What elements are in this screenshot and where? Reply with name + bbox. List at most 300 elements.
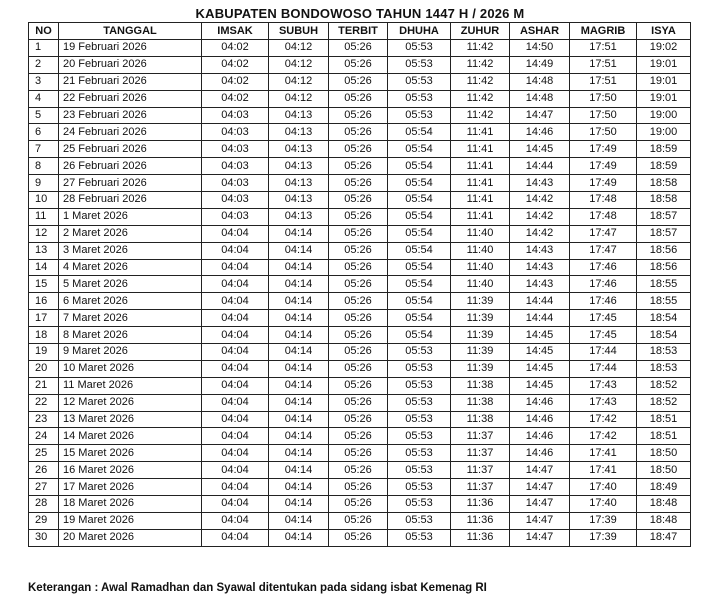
table-row: [29, 141, 691, 158]
cell-terbit: 05:26: [329, 124, 388, 141]
cell-tanggal: 7 Maret 2026: [59, 310, 202, 327]
cell-dhuha: 05:54: [388, 242, 451, 259]
cell-dhuha: 05:54: [388, 327, 451, 344]
cell-ashar: 14:44: [510, 310, 570, 327]
cell-no: 3: [29, 73, 59, 90]
cell-zuhur: 11:39: [451, 360, 510, 377]
cell-zuhur: 11:37: [451, 462, 510, 479]
cell-no: 30: [29, 529, 59, 546]
cell-magrib: 17:49: [570, 158, 637, 175]
table-row: [29, 90, 691, 107]
cell-zuhur: 11:36: [451, 529, 510, 546]
table-row: [29, 56, 691, 73]
cell-zuhur: 11:41: [451, 175, 510, 192]
table-row: [29, 360, 691, 377]
cell-ashar: 14:48: [510, 90, 570, 107]
cell-dhuha: 05:53: [388, 360, 451, 377]
cell-zuhur: 11:36: [451, 496, 510, 513]
column-header-dhuha: DHUHA: [388, 23, 451, 40]
cell-subuh: 04:14: [269, 344, 329, 361]
table-row: [29, 73, 691, 90]
cell-ashar: 14:45: [510, 377, 570, 394]
cell-zuhur: 11:41: [451, 124, 510, 141]
cell-imsak: 04:03: [202, 192, 269, 209]
cell-isya: 18:55: [637, 276, 691, 293]
cell-isya: 18:51: [637, 411, 691, 428]
cell-subuh: 04:14: [269, 377, 329, 394]
table-row: [29, 293, 691, 310]
cell-subuh: 04:14: [269, 242, 329, 259]
cell-subuh: 04:14: [269, 276, 329, 293]
cell-terbit: 05:26: [329, 344, 388, 361]
cell-terbit: 05:26: [329, 192, 388, 209]
cell-isya: 18:57: [637, 225, 691, 242]
cell-dhuha: 05:54: [388, 310, 451, 327]
cell-ashar: 14:47: [510, 462, 570, 479]
cell-no: 11: [29, 208, 59, 225]
cell-no: 27: [29, 479, 59, 496]
cell-zuhur: 11:38: [451, 394, 510, 411]
cell-subuh: 04:14: [269, 479, 329, 496]
table-row: [29, 394, 691, 411]
cell-no: 10: [29, 192, 59, 209]
cell-ashar: 14:47: [510, 529, 570, 546]
cell-imsak: 04:04: [202, 360, 269, 377]
cell-isya: 19:01: [637, 90, 691, 107]
cell-subuh: 04:14: [269, 512, 329, 529]
cell-isya: 18:53: [637, 360, 691, 377]
cell-imsak: 04:04: [202, 479, 269, 496]
cell-imsak: 04:04: [202, 445, 269, 462]
cell-magrib: 17:44: [570, 344, 637, 361]
cell-isya: 19:02: [637, 40, 691, 57]
cell-terbit: 05:26: [329, 293, 388, 310]
cell-dhuha: 05:53: [388, 40, 451, 57]
cell-subuh: 04:14: [269, 394, 329, 411]
cell-subuh: 04:13: [269, 124, 329, 141]
table-row: [29, 276, 691, 293]
cell-terbit: 05:26: [329, 107, 388, 124]
cell-isya: 18:56: [637, 259, 691, 276]
cell-isya: 18:54: [637, 327, 691, 344]
cell-dhuha: 05:53: [388, 428, 451, 445]
column-header-terbit: TERBIT: [329, 23, 388, 40]
cell-tanggal: 10 Maret 2026: [59, 360, 202, 377]
cell-tanggal: 13 Maret 2026: [59, 411, 202, 428]
cell-terbit: 05:26: [329, 479, 388, 496]
table-row: [29, 107, 691, 124]
cell-isya: 18:51: [637, 428, 691, 445]
cell-magrib: 17:49: [570, 175, 637, 192]
cell-imsak: 04:04: [202, 496, 269, 513]
cell-ashar: 14:42: [510, 208, 570, 225]
cell-zuhur: 11:39: [451, 310, 510, 327]
cell-isya: 18:59: [637, 141, 691, 158]
cell-terbit: 05:26: [329, 90, 388, 107]
cell-terbit: 05:26: [329, 40, 388, 57]
cell-tanggal: 25 Februari 2026: [59, 141, 202, 158]
cell-isya: 18:50: [637, 445, 691, 462]
cell-magrib: 17:50: [570, 124, 637, 141]
cell-magrib: 17:44: [570, 360, 637, 377]
cell-zuhur: 11:40: [451, 259, 510, 276]
cell-dhuha: 05:53: [388, 411, 451, 428]
cell-zuhur: 11:40: [451, 225, 510, 242]
cell-zuhur: 11:40: [451, 276, 510, 293]
cell-subuh: 04:12: [269, 40, 329, 57]
cell-no: 21: [29, 377, 59, 394]
cell-imsak: 04:04: [202, 394, 269, 411]
table-row: [29, 175, 691, 192]
prayer-schedule-table: [28, 22, 691, 547]
cell-tanggal: 24 Februari 2026: [59, 124, 202, 141]
cell-ashar: 14:47: [510, 479, 570, 496]
cell-magrib: 17:47: [570, 242, 637, 259]
cell-subuh: 04:13: [269, 192, 329, 209]
table-row: [29, 462, 691, 479]
cell-no: 29: [29, 512, 59, 529]
cell-magrib: 17:40: [570, 496, 637, 513]
table-row: [29, 259, 691, 276]
cell-subuh: 04:12: [269, 73, 329, 90]
cell-tanggal: 19 Februari 2026: [59, 40, 202, 57]
cell-imsak: 04:04: [202, 327, 269, 344]
cell-imsak: 04:04: [202, 276, 269, 293]
cell-tanggal: 5 Maret 2026: [59, 276, 202, 293]
cell-tanggal: 4 Maret 2026: [59, 259, 202, 276]
cell-tanggal: 28 Februari 2026: [59, 192, 202, 209]
cell-ashar: 14:49: [510, 56, 570, 73]
cell-tanggal: 22 Februari 2026: [59, 90, 202, 107]
cell-terbit: 05:26: [329, 360, 388, 377]
cell-ashar: 14:45: [510, 141, 570, 158]
cell-zuhur: 11:36: [451, 512, 510, 529]
cell-isya: 19:01: [637, 73, 691, 90]
cell-magrib: 17:51: [570, 56, 637, 73]
cell-imsak: 04:04: [202, 512, 269, 529]
cell-no: 8: [29, 158, 59, 175]
cell-imsak: 04:04: [202, 225, 269, 242]
cell-magrib: 17:40: [570, 479, 637, 496]
cell-imsak: 04:04: [202, 377, 269, 394]
cell-magrib: 17:51: [570, 73, 637, 90]
cell-imsak: 04:02: [202, 40, 269, 57]
cell-imsak: 04:03: [202, 124, 269, 141]
cell-subuh: 04:12: [269, 90, 329, 107]
cell-ashar: 14:46: [510, 411, 570, 428]
table-row: [29, 327, 691, 344]
column-header-imsak: IMSAK: [202, 23, 269, 40]
cell-dhuha: 05:54: [388, 293, 451, 310]
cell-imsak: 04:04: [202, 428, 269, 445]
cell-tanggal: 20 Maret 2026: [59, 529, 202, 546]
cell-ashar: 14:47: [510, 512, 570, 529]
cell-ashar: 14:45: [510, 360, 570, 377]
cell-no: 22: [29, 394, 59, 411]
cell-terbit: 05:26: [329, 512, 388, 529]
cell-dhuha: 05:54: [388, 259, 451, 276]
cell-subuh: 04:14: [269, 411, 329, 428]
cell-isya: 18:53: [637, 344, 691, 361]
cell-zuhur: 11:42: [451, 73, 510, 90]
cell-imsak: 04:03: [202, 141, 269, 158]
cell-tanggal: 2 Maret 2026: [59, 225, 202, 242]
cell-isya: 19:00: [637, 124, 691, 141]
table-row: [29, 242, 691, 259]
cell-tanggal: 21 Februari 2026: [59, 73, 202, 90]
cell-no: 18: [29, 327, 59, 344]
cell-dhuha: 05:53: [388, 107, 451, 124]
cell-subuh: 04:14: [269, 225, 329, 242]
cell-zuhur: 11:41: [451, 141, 510, 158]
cell-zuhur: 11:39: [451, 344, 510, 361]
cell-isya: 18:48: [637, 512, 691, 529]
cell-magrib: 17:50: [570, 90, 637, 107]
table-row: [29, 428, 691, 445]
cell-tanggal: 19 Maret 2026: [59, 512, 202, 529]
cell-dhuha: 05:54: [388, 158, 451, 175]
cell-imsak: 04:03: [202, 175, 269, 192]
cell-no: 23: [29, 411, 59, 428]
cell-dhuha: 05:53: [388, 445, 451, 462]
cell-terbit: 05:26: [329, 158, 388, 175]
cell-magrib: 17:41: [570, 445, 637, 462]
cell-ashar: 14:43: [510, 276, 570, 293]
cell-tanggal: 3 Maret 2026: [59, 242, 202, 259]
cell-tanggal: 8 Maret 2026: [59, 327, 202, 344]
table-row: [29, 124, 691, 141]
cell-dhuha: 05:54: [388, 175, 451, 192]
table-row: [29, 225, 691, 242]
column-header-isya: ISYA: [637, 23, 691, 40]
column-header-subuh: SUBUH: [269, 23, 329, 40]
cell-no: 2: [29, 56, 59, 73]
cell-no: 26: [29, 462, 59, 479]
cell-imsak: 04:03: [202, 158, 269, 175]
cell-magrib: 17:43: [570, 377, 637, 394]
cell-magrib: 17:46: [570, 293, 637, 310]
cell-ashar: 14:46: [510, 428, 570, 445]
cell-isya: 19:01: [637, 56, 691, 73]
cell-magrib: 17:50: [570, 107, 637, 124]
cell-tanggal: 18 Maret 2026: [59, 496, 202, 513]
table-row: [29, 377, 691, 394]
cell-terbit: 05:26: [329, 225, 388, 242]
cell-no: 16: [29, 293, 59, 310]
cell-tanggal: 16 Maret 2026: [59, 462, 202, 479]
cell-no: 20: [29, 360, 59, 377]
cell-subuh: 04:13: [269, 175, 329, 192]
cell-imsak: 04:04: [202, 259, 269, 276]
cell-dhuha: 05:53: [388, 73, 451, 90]
cell-zuhur: 11:40: [451, 242, 510, 259]
page-title: KABUPATEN BONDOWOSO TAHUN 1447 H / 2026 M: [195, 6, 525, 21]
cell-isya: 18:58: [637, 192, 691, 209]
column-header-zuhur: ZUHUR: [451, 23, 510, 40]
cell-isya: 18:54: [637, 310, 691, 327]
cell-subuh: 04:12: [269, 56, 329, 73]
cell-ashar: 14:47: [510, 107, 570, 124]
cell-no: 24: [29, 428, 59, 445]
cell-dhuha: 05:54: [388, 192, 451, 209]
cell-zuhur: 11:39: [451, 293, 510, 310]
cell-isya: 18:55: [637, 293, 691, 310]
cell-imsak: 04:02: [202, 56, 269, 73]
cell-subuh: 04:13: [269, 141, 329, 158]
cell-zuhur: 11:39: [451, 327, 510, 344]
cell-dhuha: 05:53: [388, 529, 451, 546]
cell-subuh: 04:13: [269, 158, 329, 175]
cell-magrib: 17:42: [570, 428, 637, 445]
cell-zuhur: 11:42: [451, 40, 510, 57]
cell-magrib: 17:45: [570, 327, 637, 344]
cell-ashar: 14:46: [510, 124, 570, 141]
cell-zuhur: 11:41: [451, 192, 510, 209]
cell-terbit: 05:26: [329, 276, 388, 293]
cell-magrib: 17:48: [570, 192, 637, 209]
table-row: [29, 158, 691, 175]
cell-terbit: 05:26: [329, 428, 388, 445]
cell-tanggal: 12 Maret 2026: [59, 394, 202, 411]
table-row: [29, 310, 691, 327]
cell-imsak: 04:02: [202, 90, 269, 107]
cell-terbit: 05:26: [329, 208, 388, 225]
cell-dhuha: 05:54: [388, 208, 451, 225]
cell-isya: 18:49: [637, 479, 691, 496]
cell-magrib: 17:42: [570, 411, 637, 428]
cell-imsak: 04:03: [202, 208, 269, 225]
cell-magrib: 17:46: [570, 259, 637, 276]
cell-magrib: 17:51: [570, 40, 637, 57]
cell-terbit: 05:26: [329, 445, 388, 462]
cell-subuh: 04:14: [269, 327, 329, 344]
cell-no: 4: [29, 90, 59, 107]
cell-ashar: 14:46: [510, 394, 570, 411]
cell-magrib: 17:41: [570, 462, 637, 479]
cell-isya: 18:59: [637, 158, 691, 175]
cell-terbit: 05:26: [329, 259, 388, 276]
table-body: [29, 40, 691, 547]
cell-tanggal: 26 Februari 2026: [59, 158, 202, 175]
cell-imsak: 04:04: [202, 529, 269, 546]
cell-terbit: 05:26: [329, 529, 388, 546]
cell-ashar: 14:46: [510, 445, 570, 462]
cell-ashar: 14:45: [510, 344, 570, 361]
cell-isya: 18:50: [637, 462, 691, 479]
cell-zuhur: 11:37: [451, 428, 510, 445]
cell-no: 28: [29, 496, 59, 513]
cell-dhuha: 05:53: [388, 377, 451, 394]
cell-no: 7: [29, 141, 59, 158]
cell-subuh: 04:14: [269, 445, 329, 462]
cell-imsak: 04:04: [202, 344, 269, 361]
cell-ashar: 14:47: [510, 496, 570, 513]
cell-no: 17: [29, 310, 59, 327]
cell-magrib: 17:46: [570, 276, 637, 293]
table-row: [29, 208, 691, 225]
cell-magrib: 17:45: [570, 310, 637, 327]
table-row: [29, 512, 691, 529]
cell-isya: 18:52: [637, 377, 691, 394]
cell-no: 5: [29, 107, 59, 124]
cell-no: 6: [29, 124, 59, 141]
cell-terbit: 05:26: [329, 394, 388, 411]
cell-terbit: 05:26: [329, 56, 388, 73]
cell-imsak: 04:04: [202, 293, 269, 310]
table-row: [29, 192, 691, 209]
cell-dhuha: 05:53: [388, 512, 451, 529]
cell-tanggal: 1 Maret 2026: [59, 208, 202, 225]
column-header-tanggal: TANGGAL: [59, 23, 202, 40]
cell-imsak: 04:02: [202, 73, 269, 90]
cell-ashar: 14:45: [510, 327, 570, 344]
cell-dhuha: 05:53: [388, 496, 451, 513]
cell-isya: 18:58: [637, 175, 691, 192]
cell-tanggal: 15 Maret 2026: [59, 445, 202, 462]
cell-isya: 18:57: [637, 208, 691, 225]
cell-tanggal: 11 Maret 2026: [59, 377, 202, 394]
table-row: [29, 496, 691, 513]
cell-subuh: 04:14: [269, 462, 329, 479]
cell-terbit: 05:26: [329, 411, 388, 428]
cell-dhuha: 05:54: [388, 276, 451, 293]
cell-ashar: 14:48: [510, 73, 570, 90]
cell-isya: 18:47: [637, 529, 691, 546]
cell-zuhur: 11:38: [451, 411, 510, 428]
cell-dhuha: 05:53: [388, 462, 451, 479]
cell-zuhur: 11:41: [451, 208, 510, 225]
cell-subuh: 04:14: [269, 310, 329, 327]
table-row: [29, 411, 691, 428]
cell-dhuha: 05:53: [388, 479, 451, 496]
cell-zuhur: 11:41: [451, 158, 510, 175]
cell-subuh: 04:14: [269, 259, 329, 276]
cell-zuhur: 11:37: [451, 479, 510, 496]
cell-terbit: 05:26: [329, 141, 388, 158]
cell-imsak: 04:03: [202, 107, 269, 124]
cell-ashar: 14:43: [510, 259, 570, 276]
table-header-row: [29, 23, 691, 40]
cell-isya: 18:52: [637, 394, 691, 411]
cell-subuh: 04:14: [269, 496, 329, 513]
cell-magrib: 17:48: [570, 208, 637, 225]
cell-dhuha: 05:53: [388, 344, 451, 361]
cell-terbit: 05:26: [329, 175, 388, 192]
cell-ashar: 14:43: [510, 242, 570, 259]
cell-ashar: 14:43: [510, 175, 570, 192]
cell-ashar: 14:42: [510, 225, 570, 242]
cell-no: 13: [29, 242, 59, 259]
cell-dhuha: 05:53: [388, 90, 451, 107]
cell-no: 1: [29, 40, 59, 57]
cell-isya: 18:48: [637, 496, 691, 513]
cell-subuh: 04:14: [269, 529, 329, 546]
cell-no: 9: [29, 175, 59, 192]
cell-subuh: 04:14: [269, 360, 329, 377]
cell-tanggal: 23 Februari 2026: [59, 107, 202, 124]
cell-magrib: 17:39: [570, 529, 637, 546]
cell-imsak: 04:04: [202, 242, 269, 259]
cell-terbit: 05:26: [329, 73, 388, 90]
cell-no: 15: [29, 276, 59, 293]
cell-zuhur: 11:42: [451, 56, 510, 73]
cell-ashar: 14:42: [510, 192, 570, 209]
table-row: [29, 344, 691, 361]
cell-tanggal: 6 Maret 2026: [59, 293, 202, 310]
cell-ashar: 14:50: [510, 40, 570, 57]
cell-no: 12: [29, 225, 59, 242]
cell-dhuha: 05:54: [388, 225, 451, 242]
